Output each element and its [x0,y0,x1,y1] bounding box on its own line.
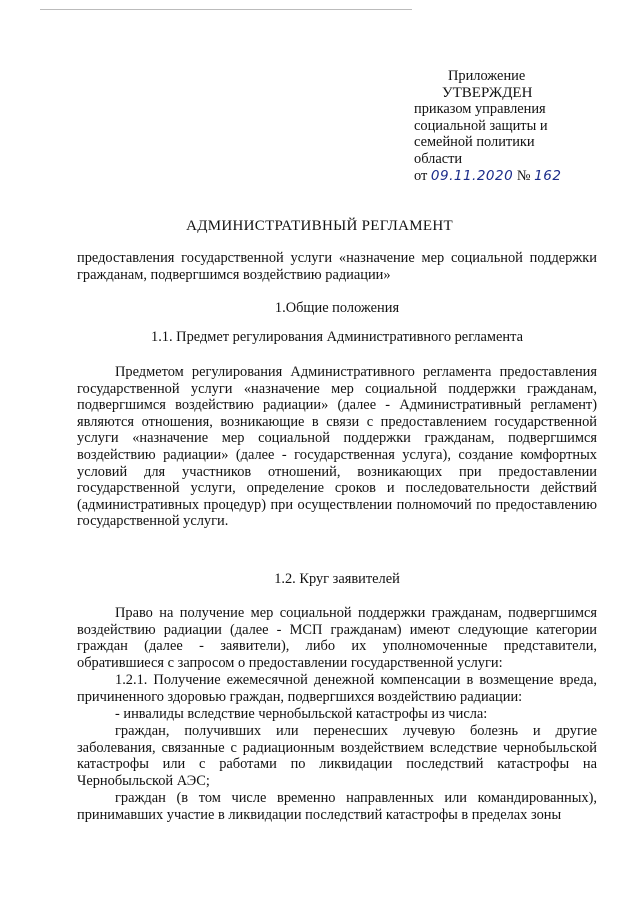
paragraph-list-item: - инвалиды вследствие чернобыльской катастрофы из числа: [115,706,488,722]
scan-edge-line [40,9,412,10]
approval-line: социальной защиты и [414,117,548,134]
approval-line: области [414,150,463,167]
document-subtitle: предоставления государственной услуги «назначение мер социальной поддержки гражданам, подвергшимся воздействию радиации» [77,250,597,283]
approval-line: семейной политики [414,134,535,151]
section-heading-1-1: 1.1. Предмет регулирования Административного регламента [151,329,523,345]
handwritten-date: 09.11.2020 [430,167,514,184]
handwritten-number: 162 [534,167,562,184]
section-heading-1: 1.Общие положения [274,300,400,316]
paragraph-1-2-1: 1.2.1. Получение ежемесячной денежной компенсации в возмещение вреда, причиненного здоровью граждан, подвергшихся воздействию радиации: [77,672,597,705]
approval-line: приказом управления [414,101,546,118]
section-heading-1-2: 1.2. Круг заявителей [274,571,400,587]
document-title: АДМИНИСТРАТИВНЫЙ РЕГЛАМЕНТ [186,218,453,234]
appendix-label: Приложение [448,68,526,84]
approved-label: УТВЕРЖДЕН [442,84,533,101]
paragraph-citizens-2: граждан (в том числе временно направленных или командированных), принимавших участие в ликвидации последствий катастрофы в пределах зоны [77,790,597,823]
paragraph-applicants: Право на получение мер социальной поддержки гражданам, подвергшимся воздействию радиации (далее - МСП гражданам) имеют следующие категории граждан (далее - заявители), либо их уполномоченные представители, обратившиеся с запросом о предоставлении государственной услуги: [77,605,597,671]
date-prefix: от [414,167,428,184]
paragraph-citizens-1: граждан, получивших или перенесших лучевую болезнь и другие заболевания, связанные с радиационным воздействием вследствие чернобыльской катастрофы или с работами по ликвидации последствий катастрофы на Чернобыльской АЭС; [77,723,597,789]
paragraph-subject: Предметом регулирования Административного регламента предоставления государственной услуги «назначение мер социальной поддержки гражданам, подвергшимся воздействию радиации» (далее - Административный регламент) являются отношения, возникающие в связи с предоставлением государственной услуги «назначение мер социальной поддержки гражданам, подвергшимся воздействию радиации» (далее - государственная услуга), создание комфортных условий для участников отношений, возникающих при предоставлении государственной услуги, определение сроков и последовательности действий (административных процедур) при осуществлении полномочий по предоставлению государственной услуги. [77,364,597,530]
approval-date-row [414,168,614,185]
approval-block [414,68,614,184]
number-sign: № [516,167,531,184]
